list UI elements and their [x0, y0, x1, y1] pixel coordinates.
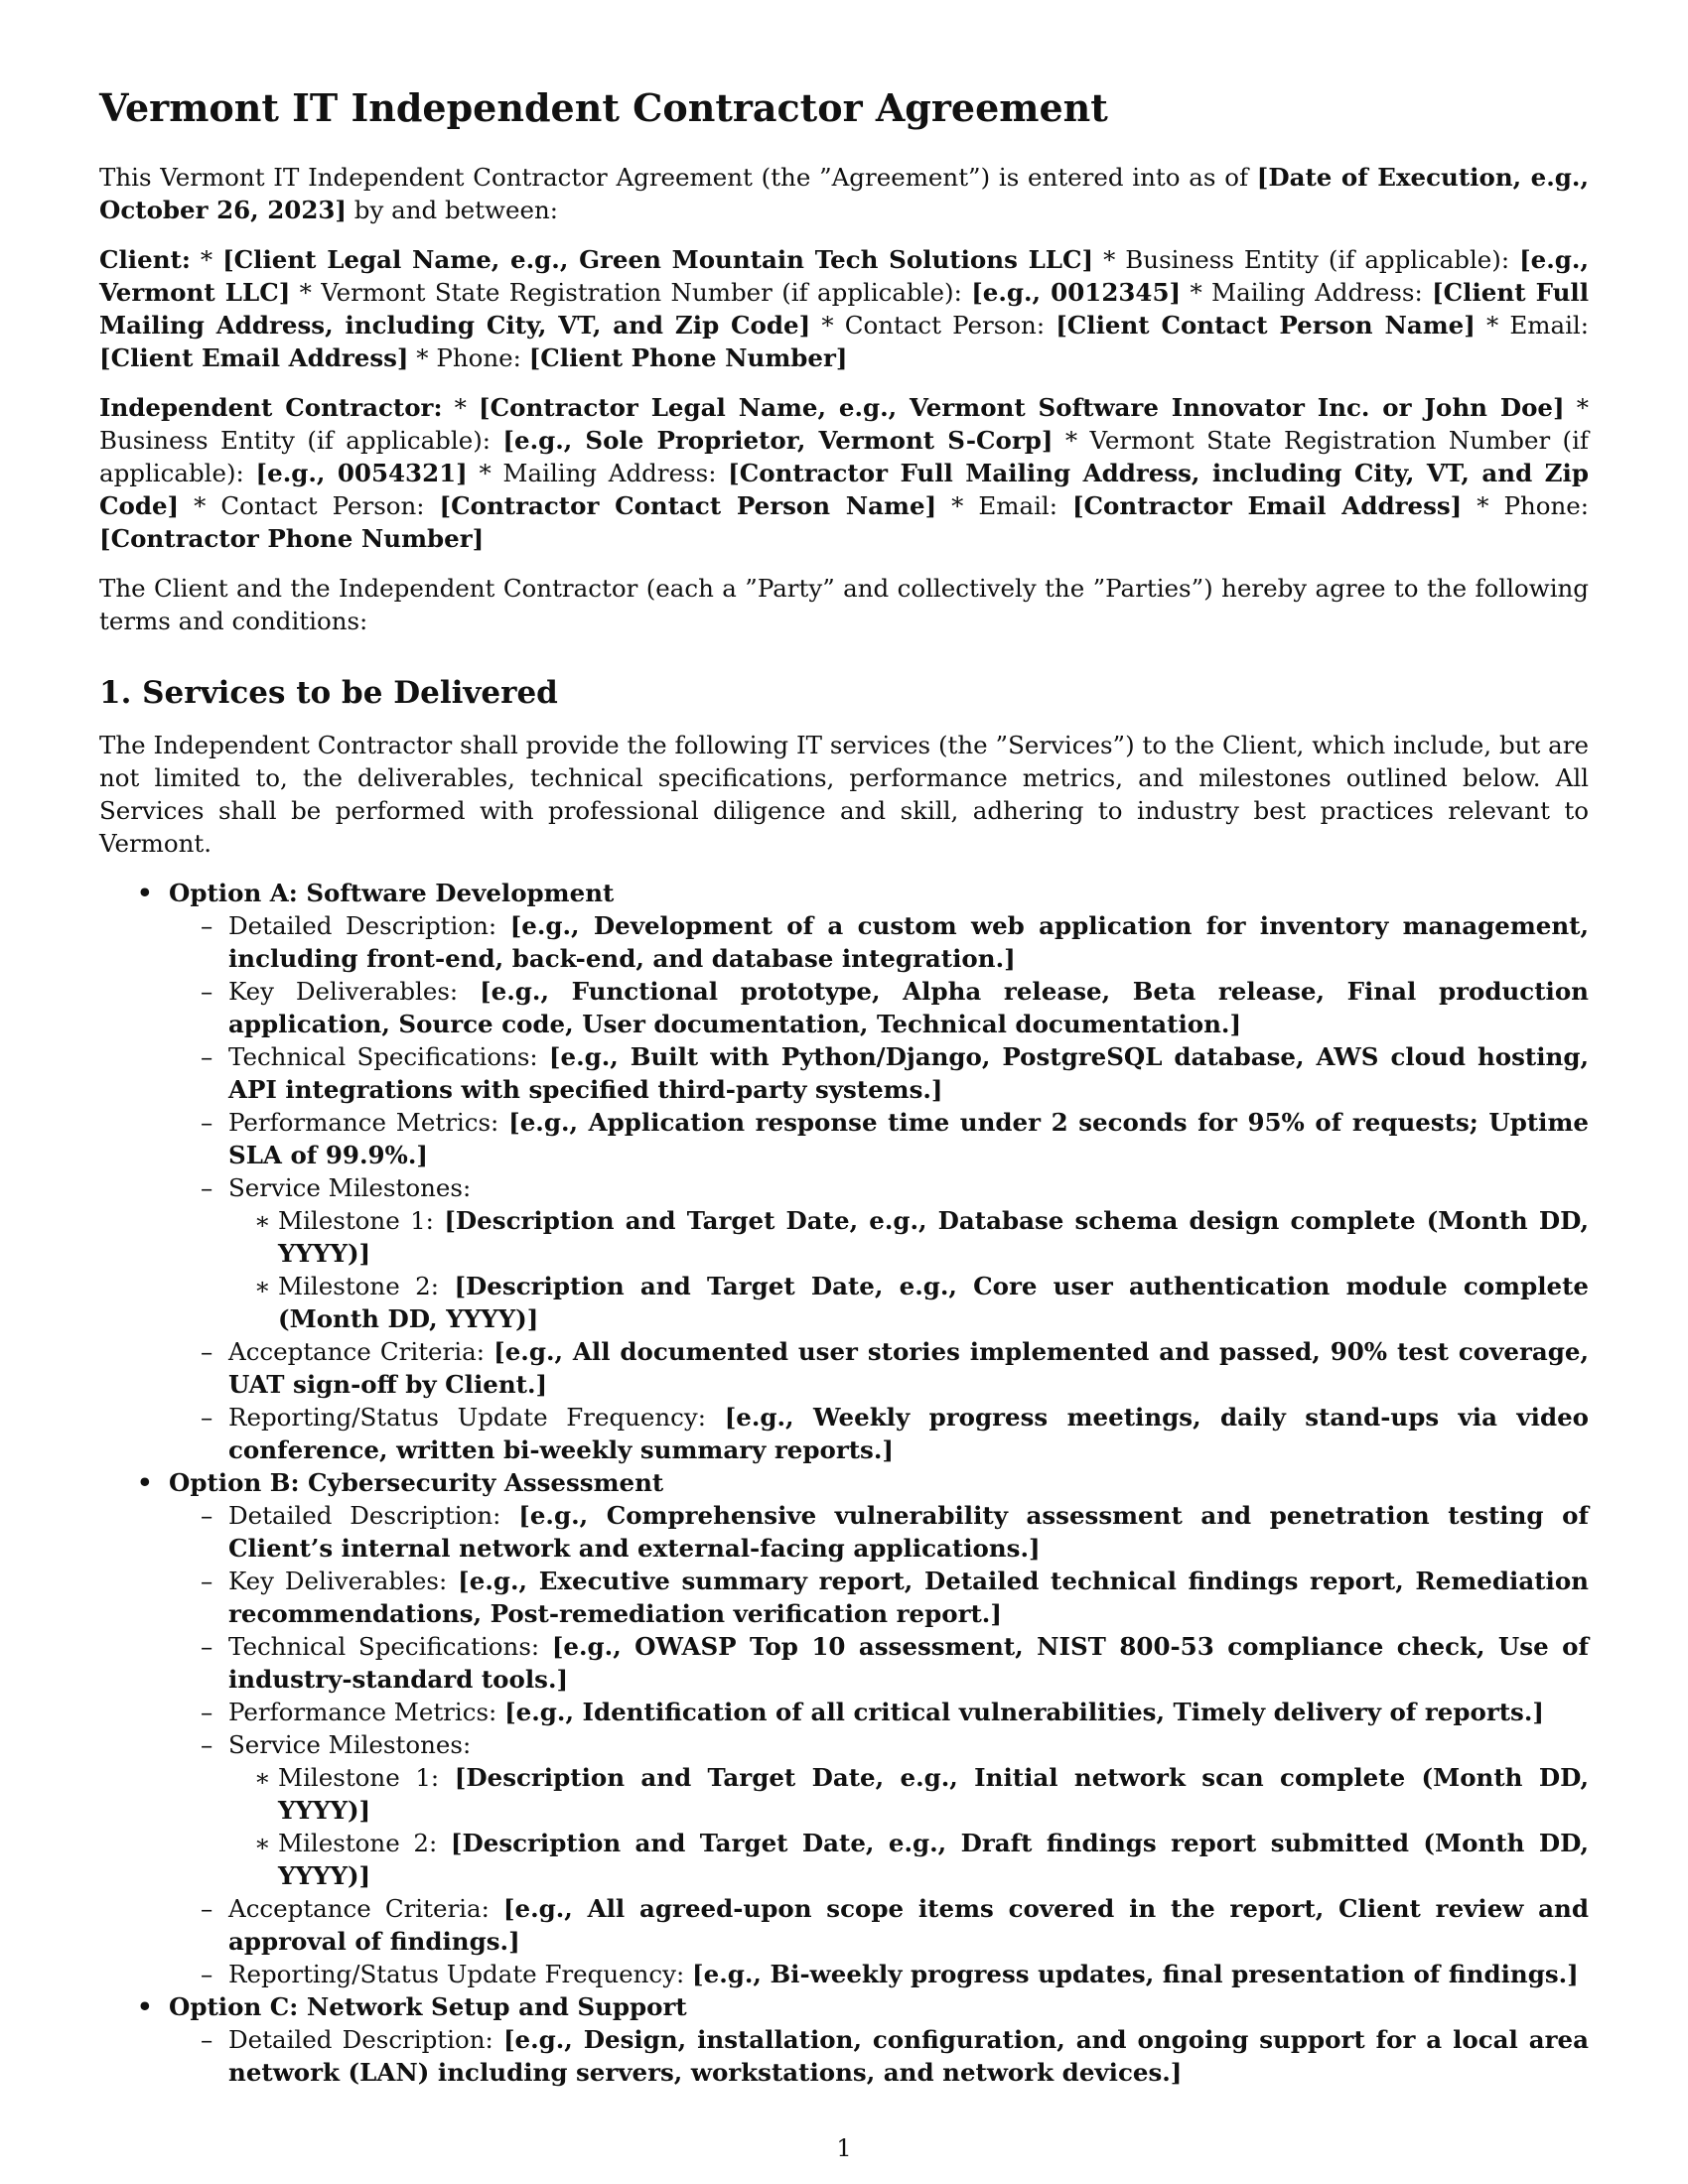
option-a-milestone-1: [228, 1204, 1589, 1270]
option-b-title: Option B: Cybersecurity Assessment: [169, 1468, 664, 1497]
field-value: [Description and Target Date, e.g., Database schema design complete (Month DD, YYYY)]: [278, 1206, 1589, 1268]
dash-icon: –: [201, 1567, 213, 1595]
intro-text-post: by and between:: [347, 196, 559, 224]
field-value: [e.g., Development of a custom web application for inventory management, including front-end, back-end, and database integration.]: [228, 911, 1589, 973]
section-1-body: The Independent Contractor shall provide the following IT services (the ”Services”) to the Client, which include, but are not limited to, the deliverables, technical specifications, performance metrics, and milestones outlined below. All Services shall be performed with professional diligence and skill, adhering to industry best practices relevant to Vermont.: [99, 731, 1589, 858]
client-heading: Client:: [99, 245, 191, 274]
document-page: [99, 85, 1589, 2089]
field-label: Service Milestones:: [228, 1730, 472, 1759]
client-phone: [Client Phone Number]: [528, 343, 848, 372]
client-email-label: * Email:: [1475, 311, 1589, 340]
page-number: 1: [836, 2134, 852, 2162]
option-a-performance: [169, 1106, 1589, 1171]
option-b-milestones: [169, 1728, 1589, 1892]
dash-icon: –: [201, 1730, 213, 1759]
field-label: Reporting/Status Update Frequency:: [228, 1403, 725, 1432]
client-bullet: *: [190, 245, 223, 274]
field-label: Milestone 1:: [278, 1206, 445, 1235]
field-label: Performance Metrics:: [228, 1108, 509, 1137]
option-c-title: Option C: Network Setup and Support: [169, 1992, 687, 2021]
bullet-icon: •: [137, 1992, 153, 2021]
field-value: [Description and Target Date, e.g., Core user authentication module complete (Month DD, YYYY)]: [278, 1272, 1589, 1333]
option-a-title: Option A: Software Development: [169, 879, 615, 907]
field-value: [e.g., Identification of all critical vulnerabilities, Timely delivery of reports.]: [504, 1698, 1544, 1726]
service-options-list: [99, 877, 1589, 2089]
contractor-block: [99, 391, 1589, 555]
field-value: [e.g., Bi-weekly progress updates, final presentation of findings.]: [692, 1960, 1579, 1988]
option-b-details: [169, 1499, 1589, 1990]
asterisk-icon: ∗: [254, 1272, 271, 1300]
client-entity-label: * Business Entity (if applicable):: [1093, 245, 1520, 274]
field-label: Reporting/Status Update Frequency:: [228, 1960, 693, 1988]
dash-icon: –: [201, 2025, 213, 2054]
option-a-acceptance: [169, 1335, 1589, 1401]
dash-icon: –: [201, 1632, 213, 1661]
option-b-description: [169, 1499, 1589, 1565]
option-b-reporting: [169, 1958, 1589, 1990]
option-a-deliverables: [169, 975, 1589, 1040]
contractor-phone-label: * Phone:: [1462, 491, 1590, 520]
field-value: [e.g., Weekly progress meetings, daily stand-ups via video conference, written bi-weekly summary reports.]: [228, 1403, 1589, 1464]
contractor-bullet: *: [442, 393, 480, 422]
field-value: [e.g., All documented user stories implemented and passed, 90% test coverage, UAT sign-off by Client.]: [228, 1337, 1589, 1399]
field-label: Detailed Description:: [228, 2025, 503, 2054]
option-c-description: [169, 2023, 1589, 2089]
option-b-tech-specs: [169, 1630, 1589, 1696]
option-b-milestone-1: [228, 1761, 1589, 1827]
contractor-entity-label: * Business Entity (if applicable):: [99, 393, 1589, 455]
client-reg-label: * Vermont State Registration Number (if applicable):: [290, 278, 972, 307]
section-1-heading: 1. Services to be Delivered: [99, 675, 558, 711]
contractor-email-label: * Email:: [936, 491, 1072, 520]
client-block: [99, 243, 1589, 374]
document-title: Vermont IT Independent Contractor Agreement: [99, 85, 1108, 130]
option-b-milestone-list: [228, 1761, 1589, 1892]
field-value: [e.g., All agreed-upon scope items covered in the report, Client review and approval of findings.]: [228, 1894, 1589, 1956]
client-phone-label: * Phone:: [408, 343, 529, 372]
option-a-reporting: [169, 1401, 1589, 1466]
asterisk-icon: ∗: [254, 1206, 271, 1235]
field-value: [e.g., Comprehensive vulnerability assessment and penetration testing of Client’s internal network and external-facing applications.]: [228, 1501, 1590, 1563]
option-a-details: [169, 909, 1589, 1466]
dash-icon: –: [201, 1501, 213, 1530]
field-value: [e.g., Functional prototype, Alpha release, Beta release, Final production application, Source code, User documentation, Technical documentation.]: [228, 977, 1589, 1038]
contractor-address-label: * Mailing Address:: [467, 459, 729, 487]
client-reg: [e.g., 0012345]: [971, 278, 1182, 307]
contractor-reg-label: * Vermont State Registration Number (if applicable):: [99, 426, 1589, 487]
field-label: Milestone 1:: [278, 1763, 455, 1792]
client-legal-name: [Client Legal Name, e.g., Green Mountain Tech Solutions LLC]: [222, 245, 1094, 274]
execution-date-placeholder: [Date of Execution, e.g., October 26, 2023]: [99, 163, 1589, 224]
dash-icon: –: [201, 1403, 213, 1432]
field-label: Technical Specifications:: [228, 1632, 552, 1661]
client-email: [Client Email Address]: [99, 343, 409, 372]
bullet-icon: •: [137, 879, 153, 907]
field-label: Technical Specifications:: [228, 1042, 549, 1071]
dash-icon: –: [201, 1108, 213, 1137]
contractor-email: [Contractor Email Address]: [1071, 491, 1463, 520]
field-value: [e.g., OWASP Top 10 assessment, NIST 800-53 compliance check, Use of industry-standard tools.]: [228, 1632, 1589, 1694]
contractor-phone: [Contractor Phone Number]: [99, 524, 485, 553]
field-label: Service Milestones:: [228, 1173, 472, 1202]
field-label: Milestone 2:: [278, 1272, 455, 1300]
parties-paragraph: The Client and the Independent Contractor (each a ”Party” and collectively the ”Parties”) hereby agree to the following terms and conditions:: [99, 574, 1589, 635]
field-label: Acceptance Criteria:: [228, 1894, 503, 1923]
intro-paragraph: [99, 161, 1589, 226]
dash-icon: –: [201, 1042, 213, 1071]
option-b: [99, 1466, 1589, 1990]
contractor-contact: [Contractor Contact Person Name]: [439, 491, 937, 520]
contractor-legal-name: [Contractor Legal Name, e.g., Vermont Software Innovator Inc. or John Doe]: [479, 393, 1565, 422]
field-label: Milestone 2:: [278, 1829, 451, 1857]
option-a-milestone-list: [228, 1204, 1589, 1335]
dash-icon: –: [201, 1173, 213, 1202]
dash-icon: –: [201, 1960, 213, 1988]
client-contact-label: * Contact Person:: [810, 311, 1056, 340]
field-label: Acceptance Criteria:: [228, 1337, 494, 1366]
dash-icon: –: [201, 1698, 213, 1726]
intro-text-pre: This Vermont IT Independent Contractor Agreement (the ”Agreement”) is entered into as of: [99, 163, 1257, 192]
dash-icon: –: [201, 977, 213, 1006]
client-address-label: * Mailing Address:: [1181, 278, 1433, 307]
client-address: [Client Full Mailing Address, including City, VT, and Zip Code]: [99, 278, 1589, 340]
option-b-milestone-2: [228, 1827, 1589, 1892]
dash-icon: –: [201, 1894, 213, 1923]
option-a-milestones: [169, 1171, 1589, 1335]
field-value: [e.g., Application response time under 2 seconds for 95% of requests; Uptime SLA of 99.9%.]: [228, 1108, 1589, 1169]
field-value: [e.g., Design, installation, configuration, and ongoing support for a local area network (LAN) including servers, workstations, and network devices.]: [228, 2025, 1589, 2087]
field-label: Detailed Description:: [228, 911, 510, 940]
asterisk-icon: ∗: [254, 1829, 271, 1857]
asterisk-icon: ∗: [254, 1763, 271, 1792]
contractor-heading: Independent Contractor:: [99, 393, 443, 422]
option-c: [99, 1990, 1589, 2089]
field-label: Key Deliverables:: [228, 1567, 459, 1595]
option-a-description: [169, 909, 1589, 975]
contractor-contact-label: * Contact Person:: [179, 491, 440, 520]
client-entity: [e.g., Vermont LLC]: [99, 245, 1589, 307]
dash-icon: –: [201, 911, 213, 940]
option-a: [99, 877, 1589, 1466]
field-label: Key Deliverables:: [228, 977, 481, 1006]
bullet-icon: •: [137, 1468, 153, 1497]
field-value: [e.g., Executive summary report, Detailed technical findings report, Remediation recommendations, Post-remediation verification report.]: [228, 1567, 1589, 1628]
option-b-deliverables: [169, 1565, 1589, 1630]
option-a-milestone-2: [228, 1270, 1589, 1335]
field-value: [e.g., Built with Python/Django, PostgreSQL database, AWS cloud hosting, API integrations with specified third-party systems.]: [228, 1042, 1589, 1104]
contractor-entity: [e.g., Sole Proprietor, Vermont S-Corp]: [502, 426, 1054, 455]
field-label: Detailed Description:: [228, 1501, 519, 1530]
option-b-performance: [169, 1696, 1589, 1728]
contractor-reg: [e.g., 0054321]: [255, 459, 468, 487]
option-b-acceptance: [169, 1892, 1589, 1958]
field-label: Performance Metrics:: [228, 1698, 505, 1726]
dash-icon: –: [201, 1337, 213, 1366]
option-a-tech-specs: [169, 1040, 1589, 1106]
field-value: [Description and Target Date, e.g., Draft findings report submitted (Month DD, YYYY)]: [278, 1829, 1589, 1890]
field-value: [Description and Target Date, e.g., Initial network scan complete (Month DD, YYYY)]: [278, 1763, 1589, 1825]
contractor-address: [Contractor Full Mailing Address, including City, VT, and Zip Code]: [99, 459, 1589, 520]
client-contact: [Client Contact Person Name]: [1055, 311, 1476, 340]
option-c-details: [169, 2023, 1589, 2089]
